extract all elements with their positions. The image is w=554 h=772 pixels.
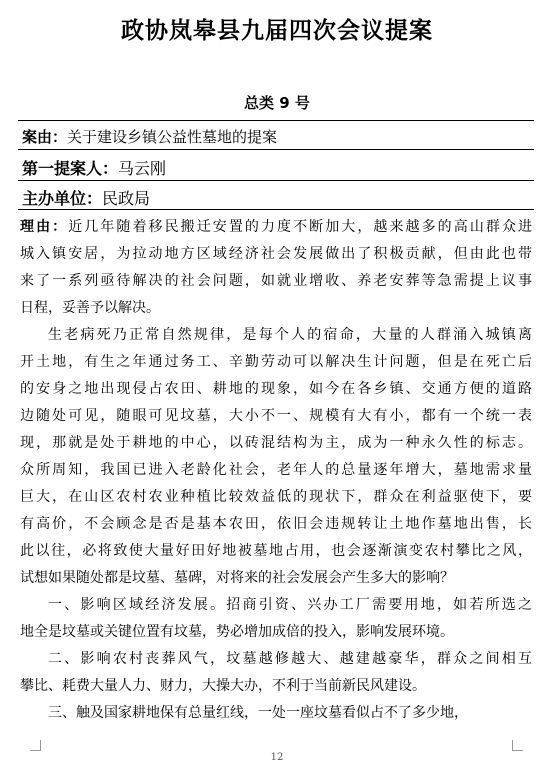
category-number: 总类 9 号 (244, 94, 310, 112)
body-text: 开土地，有生之年通过务工、辛勤劳动可以解决生计问题，但是在死亡后 (20, 354, 532, 370)
body-text: 近几年随着移民搬迁安置的力度不断加大，越来越多的高山群众进 (68, 219, 533, 235)
body-line (20, 214, 532, 241)
body-line (20, 457, 532, 484)
proposer-value: 马云刚 (118, 159, 167, 178)
body-line (20, 565, 532, 592)
divider (18, 149, 534, 150)
host-row (22, 186, 150, 209)
body-line (20, 376, 532, 403)
body-text: 来了一系列亟待解决的社会问题，如就业增收、养老安葬等急需提上议事 (20, 273, 532, 289)
body-line (20, 538, 532, 565)
case-row (22, 126, 277, 147)
body-text: 边随处可见，随眼可见坟墓，大小不一、规模有大有小，都有一个统一表 (20, 408, 532, 424)
divider (18, 180, 534, 181)
body-line (20, 349, 532, 376)
case-value: 关于建设乡镇公益性墓地的提案 (67, 128, 278, 146)
body-text: 攀比、耗费大量人力、财力，大操大办，不利于当前新民风建设。 (20, 678, 426, 694)
proposer-label: 第一提案人： (22, 159, 119, 178)
body-text: 众所周知，我国已进入老龄化社会，老年人的总量逐年增大，墓地需求量 (20, 462, 532, 478)
crop-mark (30, 740, 41, 751)
body-text: 生老病死乃正常自然规律，是每个人的宿命，大量的人群涌入城镇离 (48, 327, 532, 343)
reason-body (20, 214, 532, 727)
body-text: 此以往，必将致使大量好田好地被墓地占用，也会逐渐演变农村攀比之风， (20, 543, 532, 559)
body-line (20, 403, 532, 430)
body-line (20, 268, 532, 295)
reason-label: 理由： (20, 219, 69, 235)
body-text: 有高价，不会顾念是否是基本农田，依旧会违规转让土地作墓地出售，长 (20, 516, 532, 532)
body-line (20, 619, 532, 646)
body-line (20, 484, 532, 511)
body-text: 一、影响区域经济发展。招商引资、兴办工厂需要用地，如若所选之 (48, 597, 532, 613)
body-line (20, 295, 532, 322)
divider (18, 120, 534, 121)
body-text: 现，那就是处于耕地的中心，以砖混结构为主，成为一种永久性的标志。 (20, 435, 532, 451)
body-text: 城入镇安居，为拉动地方区域经济社会发展做出了积极贡献，但由此也带 (20, 246, 532, 262)
body-text: 日程，妥善予以解决。 (20, 300, 160, 316)
body-text: 的安身之地出现侵占农田、耕地的现象，如今在各乡镇、交通方便的道路 (20, 381, 532, 397)
body-line (20, 430, 532, 457)
document-title: 政协岚皋县九届四次会议提案 (121, 18, 433, 44)
body-text: 二、影响农村丧葬风气，坟墓越修越大、越建越豪华，群众之间相互 (48, 651, 532, 667)
proposer-row (22, 156, 166, 179)
page-number: 12 (270, 752, 284, 763)
divider (18, 209, 534, 210)
body-line (20, 592, 532, 619)
host-label: 主办单位： (22, 189, 103, 208)
body-text: 三、触及国家耕地保有总量红线，一处一座坟墓看似占不了多少地， (48, 705, 468, 721)
body-text: 地全是坟墓或关键位置有坟墓，势必增加成倍的投入，影响发展环境。 (20, 624, 454, 640)
body-line (20, 646, 532, 673)
crop-mark (512, 740, 523, 751)
body-line (20, 322, 532, 349)
body-text: 试想如果随处都是坟墓、墓碑，对将来的社会发展会产生多大的影响？ (20, 570, 454, 586)
host-value: 民政局 (102, 189, 151, 208)
body-line (20, 511, 532, 538)
case-label: 案由： (22, 128, 68, 146)
body-text: 巨大，在山区农村农业种植比较效益低的现状下，群众在利益驱使下，要 (20, 489, 532, 505)
body-line (20, 241, 532, 268)
body-line (20, 673, 532, 700)
body-line (20, 700, 532, 727)
